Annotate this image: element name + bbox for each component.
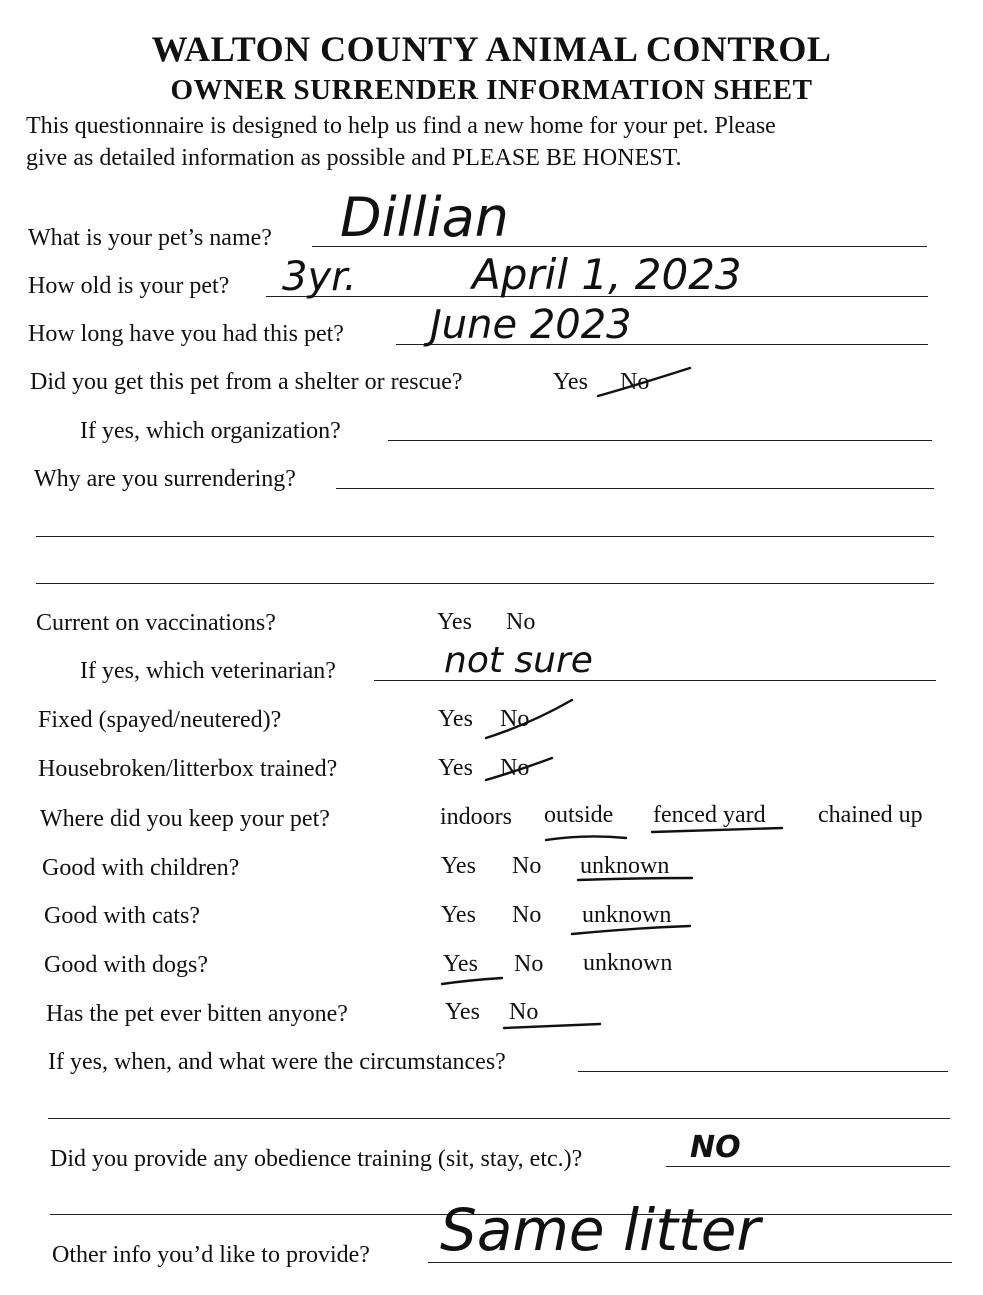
option-dogs-no[interactable]: No (514, 951, 544, 977)
option-cats-unknown[interactable]: unknown (582, 902, 672, 928)
question-good-dogs: Good with dogs? (44, 952, 208, 978)
answer-pet-age-date[interactable]: April 1, 2023 (472, 250, 742, 299)
question-other-info: Other info you’d like to provide? (52, 1242, 370, 1268)
option-bitten-no[interactable]: No (509, 999, 539, 1025)
question-why-surrender: Why are you surrendering? (34, 466, 296, 492)
option-chained-up[interactable]: chained up (818, 802, 923, 828)
answer-line-obedience[interactable] (666, 1166, 950, 1167)
answer-which-vet[interactable]: not sure (444, 640, 593, 681)
option-vacc-no[interactable]: No (506, 609, 536, 635)
option-house-no[interactable]: No (500, 755, 530, 781)
option-house-yes[interactable]: Yes (438, 755, 473, 781)
answer-line-why-3[interactable] (36, 583, 934, 584)
question-from-shelter: Did you get this pet from a shelter or rescue? (30, 369, 463, 395)
option-fixed-no[interactable]: No (500, 706, 530, 732)
option-children-unknown[interactable]: unknown (580, 853, 670, 879)
option-children-yes[interactable]: Yes (441, 853, 476, 879)
underline-outside (546, 836, 626, 840)
question-fixed: Fixed (spayed/neutered)? (38, 707, 282, 733)
question-good-cats: Good with cats? (44, 903, 200, 929)
question-good-children: Good with children? (42, 855, 240, 881)
answer-line-why-2[interactable] (36, 536, 934, 537)
answer-other-info[interactable]: Same litter (440, 1196, 761, 1264)
question-vaccinations: Current on vaccinations? (36, 610, 276, 636)
answer-time-owned[interactable]: June 2023 (430, 302, 632, 348)
answer-pet-age-years[interactable]: 3yr. (282, 254, 357, 300)
question-housebroken: Housebroken/litterbox trained? (38, 756, 338, 782)
question-which-vet: If yes, which veterinarian? (80, 658, 336, 684)
option-fixed-yes[interactable]: Yes (438, 706, 473, 732)
question-obedience: Did you provide any obedience training (sit, stay, etc.)? (50, 1146, 583, 1172)
question-which-org: If yes, which organization? (80, 418, 341, 444)
option-bitten-yes[interactable]: Yes (445, 999, 480, 1025)
option-vacc-yes[interactable]: Yes (437, 609, 472, 635)
intro-line-1: This questionnaire is designed to help us find a new home for your pet. Please (26, 113, 776, 139)
option-dogs-yes[interactable]: Yes (443, 951, 478, 977)
question-pet-age: How old is your pet? (28, 273, 230, 299)
org-title: WALTON COUNTY ANIMAL CONTROL (151, 29, 832, 69)
option-shelter-yes[interactable]: Yes (553, 369, 588, 395)
option-shelter-no[interactable]: No (620, 369, 650, 395)
answer-line-bite-1[interactable] (578, 1071, 948, 1072)
form-title: OWNER SURRENDER INFORMATION SHEET (170, 74, 813, 106)
option-indoors[interactable]: indoors (440, 804, 512, 830)
option-fenced-yard[interactable]: fenced yard (653, 802, 766, 828)
option-children-no[interactable]: No (512, 853, 542, 879)
question-where-kept: Where did you keep your pet? (40, 806, 330, 832)
option-cats-no[interactable]: No (512, 902, 542, 928)
question-bitten: Has the pet ever bitten anyone? (46, 1001, 348, 1027)
answer-line-why-1[interactable] (336, 488, 934, 489)
option-dogs-unknown[interactable]: unknown (583, 950, 673, 976)
question-bite-circumstances: If yes, when, and what were the circumstances? (48, 1049, 506, 1075)
answer-obedience[interactable]: NO (690, 1130, 741, 1165)
answer-line-bite-2[interactable] (48, 1118, 950, 1119)
answer-pet-name[interactable]: Dillian (340, 186, 509, 249)
question-pet-name: What is your pet’s name? (28, 225, 272, 251)
intro-line-2: give as detailed information as possible and PLEASE BE HONEST. (26, 145, 682, 171)
answer-line-which-org[interactable] (388, 440, 932, 441)
underline-dogs-yes (442, 978, 502, 984)
question-time-owned: How long have you had this pet? (28, 321, 344, 347)
option-cats-yes[interactable]: Yes (441, 902, 476, 928)
option-outside[interactable]: outside (544, 802, 614, 828)
